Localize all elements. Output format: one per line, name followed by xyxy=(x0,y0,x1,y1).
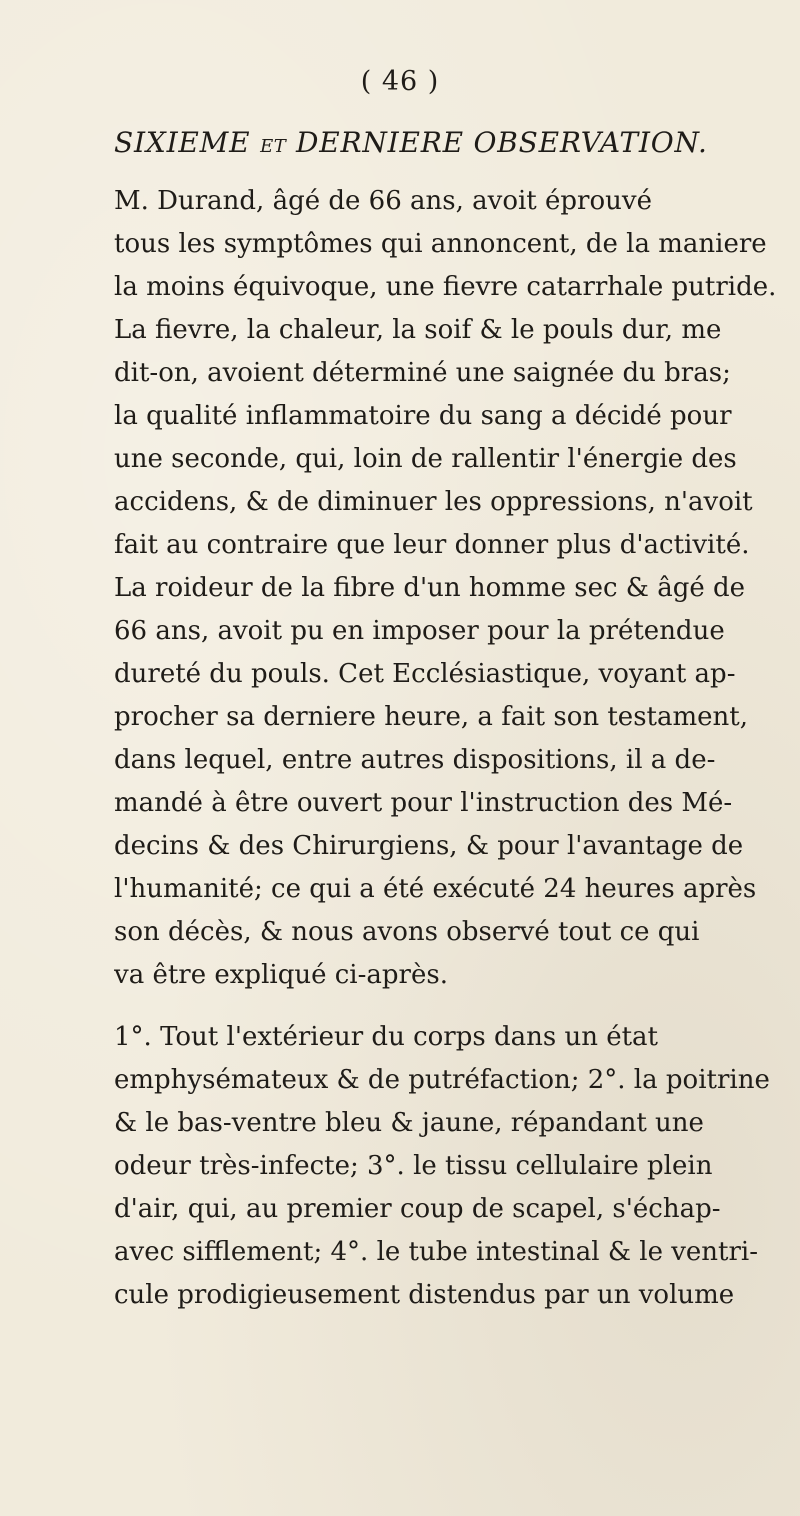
text-line: dureté du pouls. Cet Ecclésiastique, voyant ap- xyxy=(114,659,736,689)
text-line: son décès, & nous avons observé tout ce qui xyxy=(114,917,700,947)
section-heading xyxy=(114,126,754,159)
heading-part1: SIXIEME xyxy=(114,126,251,159)
text-line: tous les symptômes qui annoncent, de la maniere xyxy=(114,229,767,259)
text-line: la moins équivoque, une fievre catarrhale putride. xyxy=(114,272,777,302)
text-line: la qualité inflammatoire du sang a décidé pour xyxy=(114,401,732,431)
text-line: accidens, & de diminuer les oppressions, n'avoit xyxy=(114,487,753,517)
text-line: M. Durand, âgé de 66 ans, avoit éprouvé xyxy=(114,186,652,216)
paragraph-1 xyxy=(114,180,794,997)
text-line: & le bas-ventre bleu & jaune, répandant une xyxy=(114,1108,704,1138)
text-line: La fievre, la chaleur, la soif & le pouls dur, me xyxy=(114,315,722,345)
text-line: d'air, qui, au premier coup de scapel, s'échap- xyxy=(114,1194,721,1224)
heading-part2: DERNIERE OBSERVATION. xyxy=(295,126,708,159)
text-line: fait au contraire que leur donner plus d'activité. xyxy=(114,530,750,560)
text-line: procher sa derniere heure, a fait son testament, xyxy=(114,702,748,732)
page-number: ( 46 ) xyxy=(360,66,440,97)
text-line: l'humanité; ce qui a été exécuté 24 heures après xyxy=(114,874,757,904)
text-line: odeur très-infecte; 3°. le tissu cellulaire plein xyxy=(114,1151,713,1181)
text-line: une seconde, qui, loin de rallentir l'énergie des xyxy=(114,444,737,474)
text-line: cule prodigieusement distendus par un volume xyxy=(114,1280,735,1310)
text-line: emphysémateux & de putréfaction; 2°. la poitrine xyxy=(114,1065,770,1095)
text-line: dit-on, avoient déterminé une saignée du bras; xyxy=(114,358,731,388)
text-line: mandé à être ouvert pour l'instruction des Mé- xyxy=(114,788,733,818)
text-line: 1°. Tout l'extérieur du corps dans un état xyxy=(114,1022,659,1052)
text-line: dans lequel, entre autres dispositions, il a de- xyxy=(114,745,716,775)
text-line: 66 ans, avoit pu en imposer pour la prétendue xyxy=(114,616,725,646)
heading-conjunction: ET xyxy=(260,136,287,157)
text-line: decins & des Chirurgiens, & pour l'avantage de xyxy=(114,831,744,861)
text-line: va être expliqué ci-après. xyxy=(114,960,448,990)
paragraph-2 xyxy=(114,1016,794,1317)
text-line: avec sifflement; 4°. le tube intestinal & le ventri- xyxy=(114,1237,759,1267)
text-line: La roideur de la fibre d'un homme sec & âgé de xyxy=(114,573,746,603)
